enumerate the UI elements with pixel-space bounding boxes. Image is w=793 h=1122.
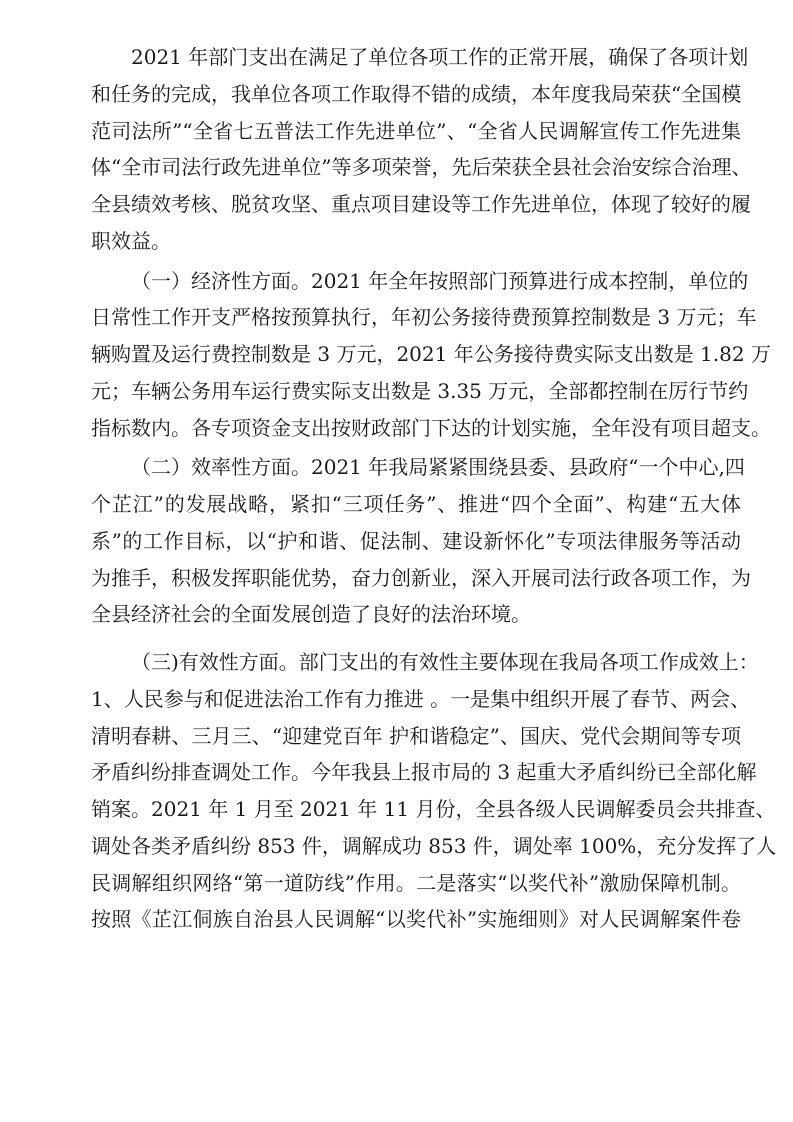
- text-line: 按照《芷江侗族自治县人民调解“以奖代补”实施细则》对人民调解案件卷: [91, 907, 741, 932]
- text-line: （一）经济性方面。2021 年全年按照部门预算进行成本控制，单位的: [131, 268, 749, 293]
- text-line: 2021 年部门支出在满足了单位各项工作的正常开展，确保了各项计划: [131, 45, 749, 69]
- text-line: 体“全市司法行政先进单位”等多项荣誉，先后荣获全县社会治安综合治理、: [91, 155, 752, 180]
- paragraph-effectiveness: [51, 644, 777, 938]
- text-line: 为推手，积极发挥职能优势，奋力创新业，深入开展司法行政各项工作，为: [91, 565, 751, 590]
- paragraph-efficiency: [51, 449, 751, 633]
- paragraph-intro: [51, 39, 752, 260]
- text-line: 个芷江”的发展战略，紧扣“三项任务”、推进“四个全面”、构建“五大体: [91, 492, 741, 516]
- text-line: 和任务的完成，我单位各项工作取得不错的成绩，本年度我局荣获“全国模: [91, 81, 742, 106]
- text-line: 日常性工作开支严格按预算执行，年初公务接待费预算控制数是 3 万元；车: [91, 305, 757, 330]
- text-line: 辆购置及运行费控制数是 3 万元，2021 年公务接待费实际支出数是 1.82 万: [91, 342, 771, 366]
- text-line: 调处各类矛盾纠纷 853 件，调解成功 853 件，调处率 100%，充分发挥了人: [91, 833, 777, 858]
- document-body: [51, 39, 777, 938]
- text-line: 范司法所”“全省七五普法工作先进单位”、“全省人民调解宣传工作先进集: [91, 118, 741, 143]
- text-line: 销案。2021 年 1 月至 2021 年 11 月份，全县各级人民调解委员会共排查、: [91, 797, 776, 821]
- text-line: 系”的工作目标，以“护和谐、促法制、建设新怀化”专项法律服务等活动: [91, 528, 741, 553]
- text-line: 元；车辆公务用车运行费实际支出数是 3.35 万元，全部都控制在厉行节约: [91, 378, 749, 403]
- text-line: 1、人民参与和促进法治工作有力推进 。一是集中组织开展了春节、两会、: [91, 686, 751, 711]
- text-line: 全县经济社会的全面发展创造了良好的法治环境。: [91, 602, 531, 627]
- text-line: 全县绩效考核、脱贫攻坚、重点项目建设等工作先进单位，体现了较好的履: [91, 192, 751, 216]
- text-line: 指标数内。各专项资金支出按财政部门下达的计划实施，全年没有项目超支。: [91, 415, 771, 440]
- paragraph-economy: [51, 263, 771, 447]
- text-line: 民调解组织网络“第一道防线”作用。二是落实“以奖代补”激励保障机制。: [91, 870, 741, 895]
- text-line: 职效益。: [91, 228, 171, 253]
- text-line: （三)有效性方面。部门支出的有效性主要体现在我局各项工作成效上：: [131, 650, 759, 674]
- text-line: （二）效率性方面。2021 年我局紧紧围绕县委、县政府“一个中心,四: [131, 455, 745, 480]
- text-line: 矛盾纠纷排查调处工作。今年我县上报市局的 3 起重大矛盾纠纷已全部化解: [91, 760, 757, 785]
- text-line: 清明春耕、三月三、“迎建党百年 护和谐稳定”、国庆、党代会期间等专项: [91, 723, 741, 748]
